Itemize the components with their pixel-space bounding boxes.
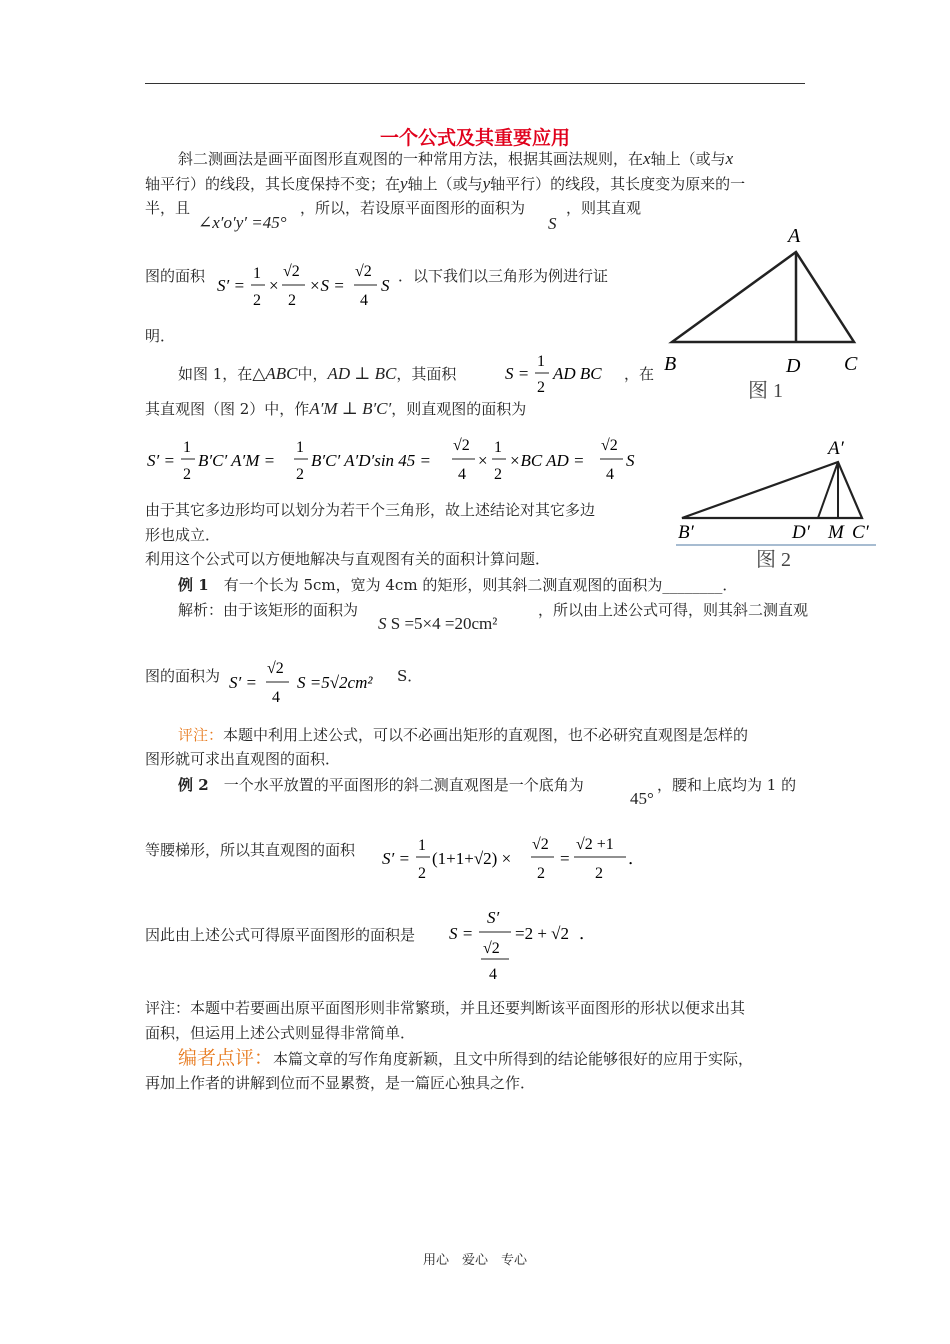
- proof-ad-bc: AD BC: [553, 364, 602, 383]
- example2-angle: 45°: [630, 789, 654, 808]
- angle-formula: ∠x′o′y′ =45°: [198, 213, 287, 232]
- formula-lhs: S′ =: [217, 276, 245, 295]
- fig2-label-b: B′: [678, 522, 694, 543]
- ex2-f2-den: 2: [537, 865, 545, 882]
- ex2-f3-den: 2: [595, 865, 603, 882]
- eq-f2-den: 2: [296, 466, 304, 483]
- intro-line-3b: ，所以，若设原平面图形的面积为: [300, 199, 526, 217]
- formula-intro: [215, 258, 415, 314]
- proof-equation: [145, 430, 645, 488]
- fig2-label-d: D′: [792, 522, 810, 543]
- example1-note-a: 评注：本题中利用上述公式，可以不必画出矩形的直观图，也不必研究直观图是怎样的: [178, 726, 749, 744]
- eq-times: ×: [478, 451, 488, 470]
- editor-line-b: 再加上作者的讲解到位而不显累赘，是一篇匠心独具之作．: [145, 1074, 536, 1092]
- fig2-label-c: C′: [852, 522, 869, 543]
- figure-1: [660, 222, 880, 407]
- fig2-caption: 图 2: [756, 549, 791, 571]
- header-rule: [145, 83, 805, 84]
- figure-2: [670, 430, 880, 575]
- ex2-res-lhs: S =: [449, 924, 474, 943]
- ex2-res-4: 4: [489, 966, 497, 983]
- intro-line-3a: 半，且: [145, 199, 191, 217]
- example1-area-eq: S S =5×4 =20cm²: [378, 614, 498, 633]
- ex2-f3-num: √2 +1: [576, 836, 614, 853]
- eq-term-1: B′C′ A′M =: [198, 451, 276, 470]
- example1-line: 例 1 有一个长为 5cm，宽为 4cm 的矩形，则其斜二测直观图的面积为________．: [178, 576, 738, 594]
- ex1-res-mid: S =5√2cm²: [297, 673, 373, 692]
- frac-r2-den: 2: [288, 292, 296, 309]
- example1-res-tail: S．: [397, 667, 423, 685]
- eq-f5-den: 4: [606, 466, 614, 483]
- proof-frac-den: 2: [537, 379, 545, 396]
- example1-sol-c: 图的面积为: [145, 667, 221, 685]
- eq-end: S: [626, 451, 635, 470]
- editor-line-a: 编者点评：本篇文章的写作角度新颖，且文中所得到的结论能够很好的应用于实际，: [178, 1047, 754, 1069]
- proof-line-1-end: ，在: [624, 365, 655, 383]
- eq-f4-den: 2: [494, 466, 502, 483]
- eq-f1-den: 2: [183, 466, 191, 483]
- eq-f5-num: √2: [601, 437, 618, 454]
- intro-line-4a: 图的面积: [145, 267, 206, 285]
- ex2-res-tail: ．: [579, 924, 596, 943]
- eq-f2-num: 1: [296, 439, 304, 456]
- proof-area-formula: [503, 350, 643, 400]
- ex2-res-top: S′: [487, 908, 500, 927]
- proof-line-4: 形也成立．: [145, 526, 221, 544]
- frac-r2-num: √2: [283, 263, 300, 280]
- example1-sol-a: 解析：由于该矩形的面积为: [178, 601, 359, 619]
- example2-note-b: 面积，但运用上述公式则显得非常简单．: [145, 1024, 416, 1042]
- proof-s-eq: S =: [505, 364, 530, 383]
- example2-result: [447, 905, 607, 985]
- eq-f1-num: 1: [183, 439, 191, 456]
- fig1-caption: 图 1: [748, 380, 783, 402]
- intro-line-5: 明．: [145, 327, 176, 345]
- frac-half-den: 2: [253, 292, 261, 309]
- example2-line-c: 等腰梯形，所以其直观图的面积: [145, 841, 356, 859]
- formula-end: S: [381, 276, 390, 295]
- eq-term-2: B′C′ A′D′sin 45 =: [311, 451, 432, 470]
- ex1-res-lhs: S′ =: [229, 673, 257, 692]
- proof-frac-num: 1: [537, 353, 545, 370]
- example2-line-b: ，腰和上底均为 1 的: [657, 776, 797, 794]
- ex2-eq-lhs: S′ =: [382, 849, 410, 868]
- fig1-label-d: D: [786, 355, 801, 377]
- ex2-eq-eq: =: [560, 849, 570, 868]
- ex2-f1-den: 2: [418, 865, 426, 882]
- intro-line-1: 斜二测画法是画平面图形直观图的一种常用方法，根据其画法规则，在x轴上（或与x: [178, 149, 734, 168]
- page-footer: 用心 爱心 专心: [422, 1253, 527, 1268]
- intro-line-4b: ．以下我们以三角形为例进行证: [398, 267, 609, 285]
- ex2-res-rhs: =2 + √2: [515, 924, 570, 943]
- eq-term-4: ×BC AD =: [509, 451, 585, 470]
- example1-sol-b: ，所以由上述公式可得，则其斜二测直观: [538, 601, 809, 619]
- fig1-label-b: B: [664, 353, 677, 375]
- ex2-eq-mid: (1+1+√2) ×: [432, 849, 512, 868]
- eq-lhs: S′ =: [147, 451, 175, 470]
- ex2-f1-num: 1: [418, 837, 426, 854]
- proof-line-5: 利用这个公式可以方便地解决与直观图有关的面积计算问题．: [145, 550, 551, 568]
- fig2-label-a: A′: [828, 438, 844, 459]
- example2-line-a: 例 2 一个水平放置的平面图形的斜二测直观图是一个底角为: [178, 776, 584, 794]
- ex2-eq-tail: ．: [628, 849, 645, 868]
- proof-line-1: 如图 1，在△ABC中，AD ⊥ BC，其面积: [178, 364, 457, 383]
- ex1-frac-num: √2: [267, 660, 284, 677]
- area-symbol: S: [548, 214, 557, 233]
- frac-half-num: 1: [253, 265, 261, 282]
- intro-line-2: 轴平行）的线段，其长度保持不变；在y轴上（或与y轴平行）的线段，其长度变为原来的一: [145, 174, 746, 193]
- ex2-f2-num: √2: [532, 836, 549, 853]
- eq-f4-num: 1: [494, 439, 502, 456]
- proof-line-3: 由于其它多边形均可以划分为若干个三角形，故上述结论对其它多边: [145, 501, 596, 519]
- ex1-frac-den: 4: [272, 689, 280, 706]
- eq-f3-den: 4: [458, 466, 466, 483]
- fig1-label-c: C: [844, 353, 858, 375]
- frac-r24-num: √2: [355, 263, 372, 280]
- page-title: 一个公式及其重要应用: [379, 127, 570, 149]
- example2-equation: [380, 830, 645, 890]
- ex2-res-r2: √2: [483, 940, 500, 957]
- eq-f3-num: √2: [453, 437, 470, 454]
- example2-note-a: 评注：本题中若要画出原平面图形则非常繁琐，并且还要判断该平面图形的形状以便求出其: [145, 999, 746, 1017]
- proof-line-2: 其直观图（图 2）中，作A′M ⊥ B′C′，则直观图的面积为: [145, 399, 527, 418]
- example2-line-d: 因此由上述公式可得原平面图形的面积是: [145, 926, 416, 944]
- formula-mid: ×S =: [309, 276, 345, 295]
- fig1-label-a: A: [788, 225, 801, 247]
- formula-times: ×: [269, 276, 279, 295]
- fig2-label-m: M: [828, 522, 844, 543]
- example1-note-b: 图形就可求出直观图的面积．: [145, 750, 341, 768]
- frac-r24-den: 4: [360, 292, 368, 309]
- intro-line-3c: ，则其直观: [566, 199, 642, 217]
